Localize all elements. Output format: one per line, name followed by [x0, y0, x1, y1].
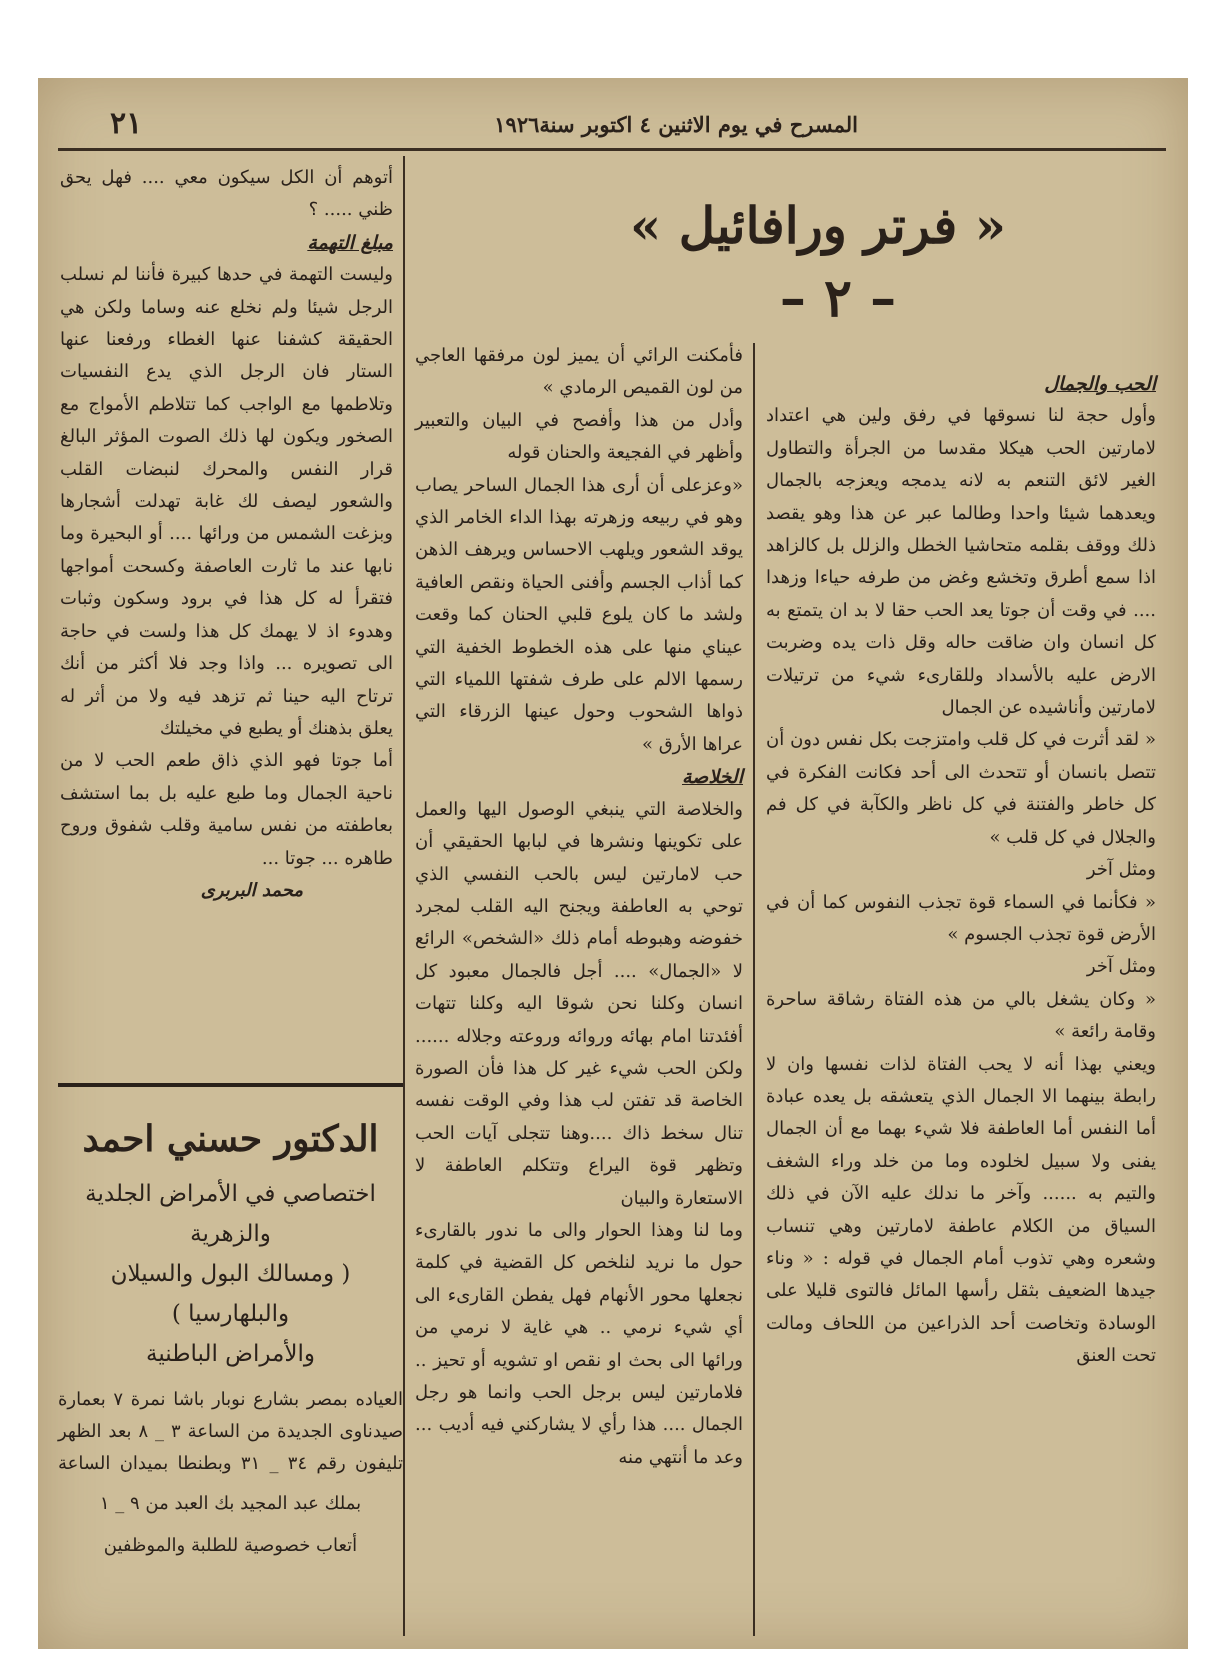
fees-note: أتعاب خصوصية للطلبة والموظفين — [103, 1535, 358, 1556]
article-part-number: – ٢ – — [779, 268, 897, 329]
clinic-address: العياده بمصر بشارع نوبار باشا نمرة ٧ بعمارة صيدناوى الجديدة من الساعة ٣ _ ٨ بعد الظهر تليفون رقم ٣٤ _ ٣١ وبطنطا بميدان الساعة — [58, 1389, 404, 1474]
paragraph: وأول حجة لنا نسوقها في رفق ولين هي اعتداد لامارتين الحب هيكلا مقدسا من الجرأة والتطاول الغير لائق التنعم به لانه يدمجه ويعزجه بالجمال ويعدهما شيئا واحدا وطالما عبر عن هذا وهو يقصد ذلك ووقف بقلمه متحاشيا الخطل والزلل بل كالزاهد اذا سمع أطرق وتخشع وغض من طرفه حياءا وزهدا .... في وقت أن جوتا يعد الحب حقا لا بد ان يتمتع به كل انسان وان ضاقت حاله وقل ذات يده وضربت الارض عليه بالأسداد وللقارىء شيء من ترتيلات لامارتين وأناشيده عن الجمال — [766, 405, 1156, 719]
paragraph: أما جوتا فهو الذي ذاق طعم الحب لا من ناحية الجمال وما طبع عليه بل بما استشف بعاطفته من نفس سامية وقلب شفوق وروح طاهره ... جوتا ... — [60, 750, 393, 869]
paragraph: فأمكنت الرائي أن يميز لون مرفقها العاجي من لون القميص الرمادي » — [415, 345, 743, 399]
advertisement-divider — [58, 1083, 403, 1087]
paragraph: وما لنا وهذا الحوار والى ما ندور بالقارىء حول ما نريد لنلخص كل القضية في كلمة نجعلها محور الأنهام فهل يفطن القارىء الى أي شيء نرمي .. هي غاية لا نرمي من ورائها الى بحث او نقص او تشويه أو تحيز .. فلامارتين ليس برجل الحب وانما هو رجل الجمال .... هذا رأي لا يشاركني فيه أديب ... وعد ما أنتهي منه — [415, 1219, 743, 1468]
paragraph: « وكان يشغل بالي من هذه الفتاة رشاقة ساحرة وقامة رائعة » — [766, 988, 1156, 1043]
advertiser-specialty-internal: والأمراض الباطنية — [146, 1341, 315, 1367]
right-column-subhead: الحب والجمال — [1044, 373, 1156, 395]
advertiser-name: الدكتور حسني احمد — [82, 1118, 379, 1160]
newspaper-page — [38, 78, 1188, 1649]
paragraph: «وعزعلى أن أرى هذا الجمال الساحر يصاب وهو في ربيعه وزهرته بهذا الداء الخامر الذي يوقد الشعور ويلهب الاحساس ويرهف الذهن كما أذاب الجسم وأفنى الحياة ونقص العافية ولشد ما كان يلوع قلبي الحنان كما وقعت عيناي منها على هذه الخطوط الخفية التي رسمها الالم على طرف شفتها اللمياء التي ذواها الشحوب وحول عينها الزرقاء التي عراها الأرق » — [415, 474, 743, 755]
paragraph: « فكأنما في السماء قوة تجذب النفوس كما أن في الأرض قوة تجذب الجسوم » — [766, 891, 1156, 945]
page-header — [38, 78, 1188, 150]
paragraph: وأدل من هذا وأفصح في البيان والتعبير وأظهر في الفجيعة والحنان قوله — [415, 409, 743, 464]
right-column — [766, 368, 1156, 1373]
paragraph: ومثل آخر — [1086, 859, 1156, 881]
article-title: « فرتر ورافائيل » — [630, 196, 1006, 255]
middle-column — [415, 340, 743, 1474]
paragraph: وليست التهمة في حدها كبيرة فأننا لم نسلب الرجل شيئا ولم نخلع عنه وساما ولكن هي الحقيقة كشفنا عنها الغطاء ورفعنا عنها الستار فان الرجل الذي يدع النفسيات وتلاطمها مع الواجب كما تتلاطم الأمواج مع الصخور ويكون لها ذلك الصوت المؤثر البالغ قرار النفس والمحرك لنبضات القلب والشعور ليصف لك غابة تهدلت أشجارها وبزغت الشمس من ورائها .... أو البحيرة وما نابها عند ما ثارت العاصفة وكسحت أمواجها فتقرأ له كل هذا في برود وسكون وثبات وهدوء اذ لا يهمك كل هذا ولست في حاجة الى تصويره ... واذا وجد فلا أكثر من أنك ترتاح اليه حينا ثم تزهد فيه ولا من أثر له يعلق بذهنك أو يطبع في مخيلتك — [60, 264, 393, 739]
left-column-subhead: مبلغ التهمة — [307, 231, 393, 254]
author-signature: محمد البربرى — [200, 879, 303, 901]
advertiser-specialty: اختصاصي في الأمراض الجلدية والزهرية — [85, 1181, 376, 1247]
column-divider-left — [403, 156, 405, 1636]
paragraph: « لقد أثرت في كل قلب وامتزجت بكل نفس دون أن تتصل بانسان أو تتحدث الى أحد فكانت الفكرة في كل خاطر والفتنة في كل ناظر والكآبة في كل فم والجلال في كل قلب » — [766, 729, 1156, 848]
advertiser-specialty-detail: ( ومسالك البول والسيلان والبلهارسيا ) — [110, 1261, 351, 1327]
paragraph: أتوهم أن الكل سيكون معي .... فهل يحق ظني ..... ؟ — [60, 167, 393, 221]
header-rule — [58, 148, 1166, 151]
running-head: المسرح في يوم الاثنين ٤ اكتوبر سنة١٩٢٦ — [494, 112, 858, 137]
column-divider-right — [753, 343, 755, 1636]
left-column — [60, 162, 393, 907]
paragraph: ويعني بهذا أنه لا يحب الفتاة لذات نفسها وان لا رابطة بينهما الا الجمال الذي يتعشقه بل يعده عبادة أما النفس أما العاطفة فلا شيء بهما مع أن الجمال يفنى ولا سبيل لخلوده وما من خلد وراء الشغف والتيم به ...... وآخر ما ندلك عليه الآن في ذلك السياق من الكلام عاطفة لامارتين وهي تنساب وشعره وهي تذوب أمام الجمال في قوله : « وناء جيدها الضعيف بثقل رأسها المائل فالتوى قليلا على الوسادة وتخاصت أحد الذراعين من اللحاف ومالت تحت العنق — [766, 1053, 1156, 1367]
paragraph: ومثل آخر — [1086, 956, 1156, 978]
paragraph: والخلاصة التي ينبغي الوصول اليها والعمل على تكوينها ونشرها في لبابها الحقيقي أن حب لامارتين ليس بالحب النفسي الذي توحي به العاطفة ويجنح اليه القلب لمجرد خفوضه وهبوطه أمام ذلك «الشخص» الرائع لا «الجمال» .... أجل فالجمال معبود كل انسان وكلنا نحن شوقا اليه وكلنا تتهات أفئدتنا امام بهائه وروائه وروعته وجلاله ...... ولكن الحب شيء غير كل هذا فأن الصورة الخاصة قد تفتن لب هذا وفي الوقت نفسه تنال سخط ذاك ....وهنا تتجلى آيات الحب وتظهر قوة اليراع وتتكلم العاطفة لا الاستعارة والبيان — [415, 798, 743, 1209]
clinic-address-hours: بملك عبد المجيد بك العبد من ٩ _ ١ — [99, 1493, 362, 1514]
doctor-advertisement — [58, 1118, 403, 1564]
middle-column-subhead: الخلاصة — [682, 766, 743, 789]
page-number: ٢١ — [110, 106, 143, 141]
